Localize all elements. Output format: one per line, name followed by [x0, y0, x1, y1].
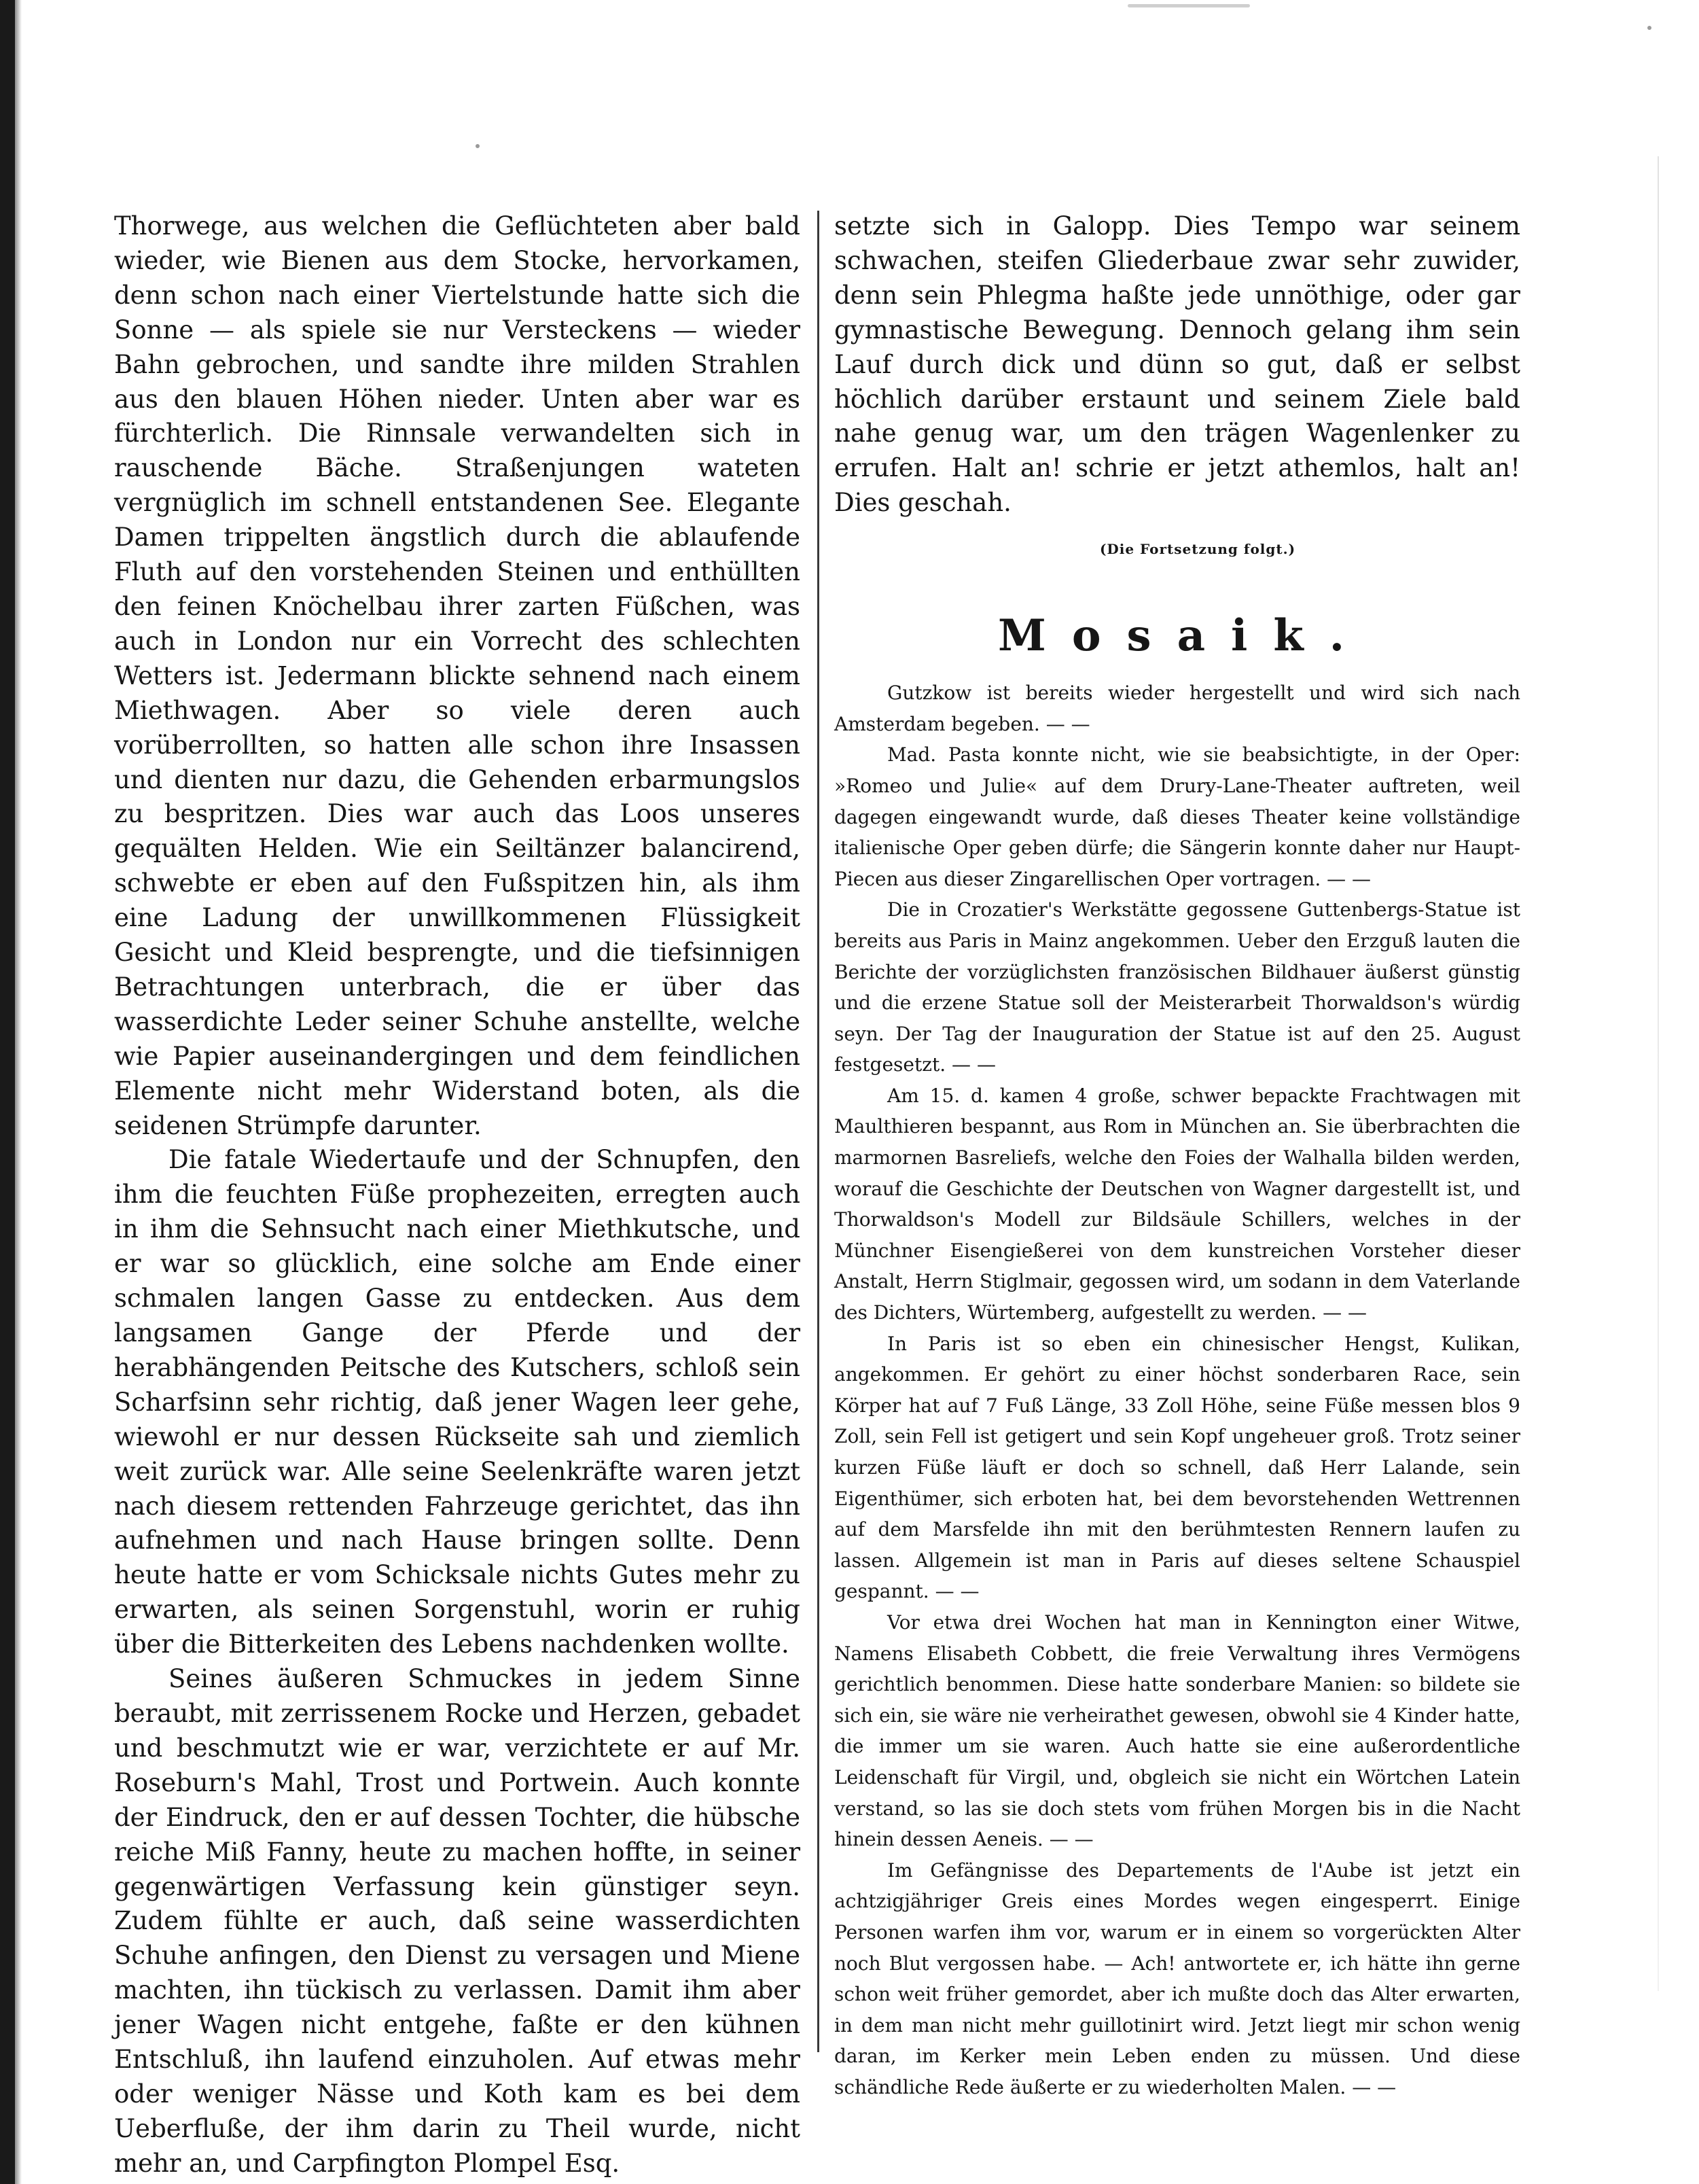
- column-divider: [817, 211, 819, 2052]
- mosaic-section: [834, 677, 1520, 2102]
- page-edge-line: [1658, 156, 1659, 1991]
- right-column: [834, 209, 1520, 2102]
- mosaic-item: Mad. Pasta konnte nicht, wie sie beabsichtigte, in der Oper: »Romeo und Julie« auf dem Drury-Lane-Theater auftreten, weil dagegen eingewandt wurde, daß dieses Theater keine vollständige italienische Oper geben dürfe; die Sängerin konnte daher nur Haupt-Piecen aus dieser Zingarellischen Oper vortragen. — —: [834, 743, 1520, 890]
- scan-speck: [476, 144, 480, 148]
- binding-shadow: [15, 0, 22, 2184]
- article-paragraph: Thorwege, aus welchen die Geflüchteten aber bald wieder, wie Bienen aus dem Stocke, hervorkamen, denn schon nach einer Viertelstunde hatte sich die Sonne — als spiele sie nur Versteckens — wieder Bahn gebrochen, und sandte ihre milden Strahlen aus den blauen Höhen nieder. Unten aber war es fürchterlich. Die Rinnsale verwandelten sich in rauschende Bäche. Straßenjungen wateten vergnüglich im schnell entstandenen See. Elegante Damen trippelten ängstlich durch die ablaufende Fluth auf den vorstehenden Steinen und enthüllten den feinen Knöchelbau ihrer zarten Füßchen, was auch in London nur ein Vorrecht des schlechten Wetters ist. Jedermann blickte sehnend nach einem Miethwagen. Aber so viele deren auch vorüberrollten, so hatten alle schon ihre Insassen und dienten nur dazu, die Gehenden erbarmungslos zu bespritzen. Dies war auch das Loos unseres gequälten Helden. Wie ein Seiltänzer balancirend, schwebte er eben auf den Fußspitzen hin, als ihm eine Ladung der unwillkommenen Flüssigkeit Gesicht und Kleid besprengte, und die tiefsinnigen Betrachtungen unterbrach, die er über das wasserdichte Leder seiner Schuhe anstellte, welche wie Papier auseinandergingen und dem feindlichen Elemente nicht mehr Widerstand boten, als die seidenen Strümpfe darunter.: [114, 211, 800, 1140]
- article-paragraph: Seines äußeren Schmuckes in jedem Sinne beraubt, mit zerrissenem Rocke und Herzen, gebadet und beschmutzt wie er war, verzichtete er auf Mr. Roseburn's Mahl, Trost und Portwein. Auch konnte der Eindruck, den er auf dessen Tochter, die hübsche reiche Miß Fanny, heute zu machen hoffte, in seiner gegenwärtigen Verfassung kein günstiger seyn. Zudem fühlte er auch, daß seine wasserdichten Schuhe anfingen, den Dienst zu versagen und Miene machten, ihn tückisch zu verlassen. Damit ihm aber jener Wagen nicht entgehe, faßte er den kühnen Entschluß, ihn laufend einzuholen. Auf etwas mehr oder weniger Nässe und Koth kam es bei dem Ueberfluße, der ihm darin zu Theil wurde, nicht mehr an, und Carpfington Plompel Esq.: [114, 1664, 800, 2178]
- mosaic-item: Die in Crozatier's Werkstätte gegossene Guttenbergs-Statue ist bereits aus Paris in Mainz angekommen. Ueber den Erzguß lauten die Berichte der vorzüglichsten französischen Bildhauer äußerst günstig und die erzene Statue soll der Meisterarbeit Thorwaldson's würdig seyn. Der Tag der Inauguration der Statue ist auf den 25. August festgesetzt. — —: [834, 898, 1520, 1076]
- article-paragraph: Die fatale Wiedertaufe und der Schnupfen, den ihm die feuchten Füße prophezeiten, erregten auch in ihm die Sehnsucht nach einer Miethkutsche, und er war so glücklich, eine solche am Ende einer schmalen langen Gasse zu entdecken. Aus dem langsamen Gange der Pferde und der herabhängenden Peitsche des Kutschers, schloß sein Scharfsinn sehr richtig, daß jener Wagen leer gehe, wiewohl er nur dessen Rückseite sah und ziemlich weit zurück war. Alle seine Seelenkräfte waren jetzt nach diesem rettenden Fahrzeuge gerichtet, das ihn aufnehmen und nach Hause bringen sollte. Denn heute hatte er vom Schicksale nichts Gutes mehr zu erwarten, als seinen Sorgenstuhl, worin er ruhig über die Bitterkeiten des Lebens nachdenken wollte.: [114, 1145, 800, 1659]
- mosaic-item: Am 15. d. kamen 4 große, schwer bepackte Frachtwagen mit Maulthieren bespannt, aus Rom in München an. Sie überbrachten die marmornen Basreliefs, welche den Foies der Walhalla bilden werden, worauf die Geschichte der Deutschen von Wagner dargestellt ist, und Thorwaldson's Modell zur Bildsäule Schillers, welches in der Münchner Eisengießerei von dem kunstreichen Vorsteher dieser Anstalt, Herrn Stiglmair, gegossen wird, um sodann in dem Vaterlande des Dichters, Würtemberg, aufgestellt zu werden. — —: [834, 1084, 1520, 1324]
- scan-smudge: [1128, 4, 1250, 7]
- mosaic-item: In Paris ist so eben ein chinesischer Hengst, Kulikan, angekommen. Er gehört zu einer höchst sonderbaren Race, sein Körper hat auf 7 Fuß Länge, 33 Zoll Höhe, seine Füße messen blos 9 Zoll, sein Fell ist getigert und sein Kopf ungeheuer groß. Trotz seiner kurzen Füße läuft er doch so schnell, daß Herr Lalande, sein Eigenthümer, sich erboten hat, bei dem bevorstehenden Wettrennen auf dem Marsfelde ihn mit den berühmtesten Rennern laufen zu lassen. Allgemein ist man in Paris auf dieses seltene Schauspiel gespannt. — —: [834, 1332, 1520, 1603]
- section-heading-mosaik: Mosaik.: [998, 610, 1370, 662]
- left-column: [114, 209, 800, 2181]
- mosaic-item: Vor etwa drei Wochen hat man in Kennington einer Witwe, Namens Elisabeth Cobbett, die freie Verwaltung ihres Vermögens gerichtlich benommen. Diese hatte sonderbare Manien: so bildete sie sich ein, sie wäre nie verheirathet gewesen, obwohl sie 4 Kinder hatte, die immer um sie waren. Auch hatte sie eine außerordentliche Leidenschaft für Virgil, und, obgleich sie nicht ein Wörtchen Latein verstand, so las sie doch stets vom frühen Morgen bis in die Nacht hinein dessen Aeneis. — —: [834, 1610, 1520, 1851]
- book-binding-edge: [0, 0, 15, 2184]
- mosaic-item: Gutzkow ist bereits wieder hergestellt und wird sich nach Amsterdam begeben. — —: [834, 682, 1520, 735]
- mosaic-item: Im Gefängnisse des Departements de l'Aube ist jetzt ein achtzigjähriger Greis eines Mordes wegen eingesperrt. Einige Personen warfen ihm vor, warum er in einem so vorgerückten Alter noch Blut vergossen habe. — Ach! antwortete er, ich hätte ihn gerne schon weit früher gemordet, aber ich mußte doch das Alter erwarten, in dem man nicht mehr guillotinirt wird. Jetzt liegt mir schon wenig daran, im Kerker mein Leben enden zu müssen. Und diese schändliche Rede äußerte er zu wiederholten Malen. — —: [834, 1859, 1520, 2098]
- scan-speck: [1647, 26, 1651, 30]
- article-continuation: setzte sich in Galopp. Dies Tempo war seinem schwachen, steifen Gliederbaue zwar sehr zuwider, denn sein Phlegma haßte jede unnöthige, oder gar gymnastische Bewegung. Dennoch gelang ihm sein Lauf durch dick und dünn so gut, daß er selbst höchlich darüber erstaunt und seinem Ziele bald nahe genug war, um den trägen Wagenlenker zu errufen. Halt an! schrie er jetzt athemlos, halt an! Dies geschah.: [834, 211, 1520, 518]
- continued-notice: (Die Fortsetzung folgt.): [1099, 541, 1296, 558]
